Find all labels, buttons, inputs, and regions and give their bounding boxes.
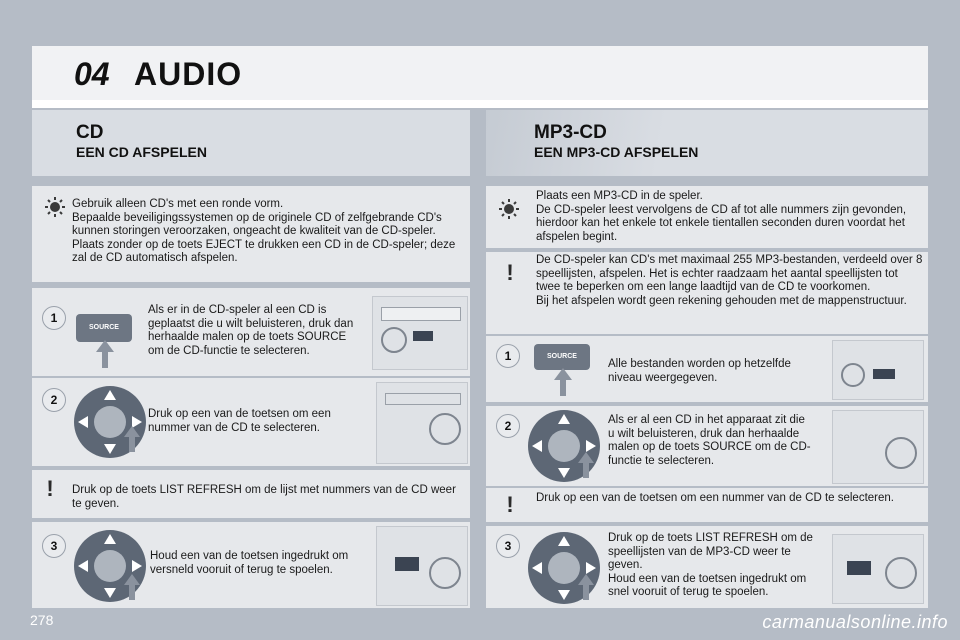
right-step2-number: 2	[496, 414, 520, 438]
left-step1-text: Als er in de CD-speler al een CD is geplaatst die u wilt beluisteren, druk dan herhaalde malen op de toets SOURCE om de CD-functie te selecteren.	[148, 304, 354, 357]
source-button-illustration	[534, 344, 590, 370]
left-tip-panel	[32, 186, 470, 282]
chapter-number: 04	[74, 56, 110, 92]
warning-exclamation-icon: !	[506, 260, 514, 285]
radio-illustration	[832, 534, 924, 604]
press-arrow-icon	[554, 368, 572, 396]
left-step2-text: Druk op een van de toetsen om een nummer van de CD te selecteren.	[148, 408, 331, 434]
right-step1-panel	[486, 336, 928, 402]
right-step3-panel	[486, 526, 928, 608]
warning-exclamation-icon: !	[46, 476, 54, 501]
radio-illustration	[376, 382, 468, 464]
right-section-title: MP3-CD	[534, 122, 607, 143]
right-tip-panel	[486, 186, 928, 248]
left-step3-panel	[32, 522, 470, 608]
left-warning-panel	[32, 470, 470, 518]
right-section-subtitle: EEN MP3-CD AFSPELEN	[534, 144, 699, 160]
left-step2-panel	[32, 378, 470, 466]
right-column-header	[486, 110, 928, 176]
right-warning2-panel	[486, 488, 928, 522]
left-section-title: CD	[76, 122, 104, 143]
source-button-label: SOURCE	[89, 324, 119, 331]
press-arrow-icon	[578, 574, 594, 600]
radio-illustration	[832, 410, 924, 484]
right-warning2-text: Druk op een van de toetsen om een nummer van de CD te selecteren.	[536, 492, 894, 504]
radio-illustration	[372, 296, 468, 370]
right-step3-number: 3	[496, 534, 520, 558]
left-section-subtitle: EEN CD AFSPELEN	[76, 144, 207, 160]
chapter-title: AUDIO	[134, 56, 243, 92]
watermark: carmanualsonline.info	[762, 612, 948, 632]
left-warning-text: Druk op de toets LIST REFRESH om de lijst met nummers van de CD weer te geven.	[72, 484, 456, 510]
right-step2-text: Als er al een CD in het apparaat zit die u wilt beluisteren, druk dan herhaalde malen op de toets SOURCE om de CD-functie te selecteren.	[608, 414, 811, 467]
right-step3-text: Druk op de toets LIST REFRESH om de speellijsten van de MP3-CD weer te geven. Houd een van de toetsen ingedrukt om snel vooruit of terug te spoelen.	[608, 532, 813, 598]
press-arrow-icon	[96, 340, 114, 368]
press-arrow-icon	[124, 574, 140, 600]
page-number: 278	[30, 612, 54, 628]
left-column-header	[32, 110, 470, 176]
source-button-illustration	[76, 314, 132, 342]
header-stripe	[32, 100, 928, 108]
left-step1-number: 1	[42, 306, 66, 330]
source-button-label: SOURCE	[547, 353, 577, 360]
radio-illustration	[376, 526, 468, 606]
right-step1-number: 1	[496, 344, 520, 368]
left-step1-panel	[32, 288, 470, 376]
right-warning1-text: De CD-speler kan CD's met maximaal 255 MP3-bestanden, verdeeld over 8 speellijsten, afspelen. Het is echter raadzaam het aantal speellijsten tot twee te beperken om een lange laadtijd van de CD te voorkomen. Bij het afspelen wordt geen rekening gehouden met de mappenstructuur.	[536, 254, 923, 307]
right-warning1-panel	[486, 252, 928, 334]
left-step2-number: 2	[42, 388, 66, 412]
warning-exclamation-icon: !	[506, 492, 514, 517]
left-tip-text: Gebruik alleen CD's met een ronde vorm. Bepaalde beveiligingssystemen op de originele CD of zelfgebrande CD's kunnen storingen veroorzaken, ongeacht de kwaliteit van de CD-speler. Plaats zonder op de toets EJECT te drukken een CD in de CD-speler; deze zal de CD automatisch afspelen.	[72, 198, 456, 264]
right-tip-text: Plaats een MP3-CD in de speler. De CD-speler leest vervolgens de CD af tot alle nummers zijn gevonden, hierdoor kan het enkele tot enkele tientallen seconden duren voordat het afspelen begint.	[536, 190, 907, 243]
tip-sun-icon	[498, 198, 520, 220]
press-arrow-icon	[578, 452, 594, 478]
right-step2-panel	[486, 406, 928, 486]
right-step1-text: Alle bestanden worden op hetzelfde niveau weergegeven.	[608, 358, 791, 384]
left-step3-text: Houd een van de toetsen ingedrukt om versneld vooruit of terug te spoelen.	[150, 550, 349, 576]
tip-sun-icon	[44, 196, 66, 218]
radio-illustration	[832, 340, 924, 400]
press-arrow-icon	[124, 426, 140, 452]
left-step3-number: 3	[42, 534, 66, 558]
